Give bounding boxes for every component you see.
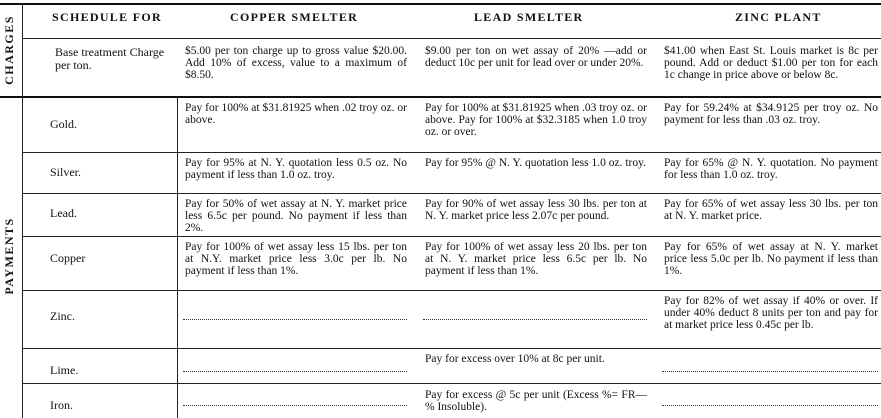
cell-silver-zinc: Pay for 65% @ N. Y. quotation. No payment for less than 1.0 oz. troy. (664, 157, 878, 181)
row-label-lead: Lead. (50, 206, 77, 220)
cell-lead-zinc: Pay for 65% of wet assay less 30 lbs. per ton at N. Y. market price. (664, 198, 878, 222)
cell-gold-lead: Pay for 100% at $31.81925 when .03 troy oz. or above. Pay for 100% at $32.3185 when 1.0 troy oz. or over. (425, 102, 647, 138)
cell-base-zinc: $41.00 when East St. Louis market is 8c per pound. Add or deduct $1.00 per ton for each 1c change in price above or below 8c. (664, 45, 878, 81)
cell-copper-lead: Pay for 100% of wet assay less 20 lbs. per ton at N. Y. market price less 6.5c per lb. No payment if less than 1%. (425, 241, 647, 277)
cell-lead-copper: Pay for 50% of wet assay at N. Y. market price less 6.5c per pound. No payment if less than 2%. (185, 198, 407, 234)
cell-copper-copper: Pay for 100% of wet assay less 15 lbs. per ton at N.Y. market price less 3.0c per lb. No payment if less than 1%. (185, 241, 407, 277)
row-label-iron: Iron. (50, 398, 73, 412)
cell-base-copper: $5.00 per ton charge up to gross value $20.00. Add 10% of excess, value to a maximum of $8.50. (185, 45, 407, 81)
cell-base-lead: $9.00 per ton on wet assay of 20% —add or deduct 10c per unit for lead over or under 20%. (425, 45, 647, 69)
blank-iron-copper (183, 405, 407, 406)
rule-gold-bottom (22, 152, 881, 153)
row-label-silver: Silver. (50, 165, 82, 179)
rule-copper-bottom (22, 290, 881, 291)
cell-gold-copper: Pay for 100% at $31.81925 when .02 troy oz. or above. (185, 102, 407, 126)
cell-lead-lead: Pay for 90% of wet assay less 30 lbs. per ton at N. Y. market price less 2.07c per pound. (425, 198, 647, 222)
cell-lime-lead: Pay for excess over 10% at 8c per unit. (425, 353, 605, 365)
rule-lead-bottom (22, 236, 881, 237)
rule-top (0, 3, 881, 5)
rule-col-label-divider (177, 96, 178, 418)
row-label-zinc: Zinc. (50, 309, 75, 323)
row-label-copper: Copper (50, 251, 86, 265)
blank-lime-zinc (662, 371, 878, 372)
row-label-gold: Gold. (50, 117, 77, 131)
cell-silver-lead: Pay for 95% @ N. Y. quotation less 1.0 oz. troy. (425, 157, 646, 169)
blank-zinc-lead (423, 319, 647, 320)
cell-zinc-zinc: Pay for 82% of wet assay if 40% or over. If under 40% deduct 8 units per ton and pay for at market price less 0.45c per lb. (664, 295, 878, 331)
rule-silver-bottom (22, 193, 881, 194)
header-schedule-for: SCHEDULE FOR (52, 10, 162, 24)
blank-iron-zinc (662, 405, 878, 406)
section-payments: PAYMENTS (2, 217, 16, 295)
section-charges: CHARGES (2, 15, 16, 85)
rule-zinc-bottom (22, 348, 881, 349)
row-label-lime: Lime. (50, 363, 79, 377)
cell-silver-copper: Pay for 95% at N. Y. quotation less 0.5 oz. No payment if less than 1.0 oz. troy. (185, 157, 407, 181)
cell-iron-lead: Pay for excess @ 5c per unit (Excess %= FR—% Insoluble). (425, 389, 647, 413)
header-lead-smelter: LEAD SMELTER (474, 10, 584, 24)
rule-charges-bottom (0, 96, 881, 98)
rule-header-bottom (22, 38, 881, 39)
blank-zinc-copper (183, 319, 407, 320)
cell-gold-zinc: Pay for 59.24% at $34.9125 per troy oz. No payment for less than .03 oz. troy. (664, 102, 878, 126)
row-label-base-treatment: Base treatment Charge per ton. (55, 45, 165, 72)
blank-lime-copper (183, 371, 407, 372)
cell-copper-zinc: Pay for 65% of wet assay at N. Y. market price less 5.0c per lb. No payment if less than 1%. (664, 241, 878, 277)
rule-section-divider (22, 4, 23, 418)
header-zinc-plant: ZINC PLANT (735, 10, 822, 24)
rule-lime-bottom (22, 383, 881, 384)
header-copper-smelter: COPPER SMELTER (230, 10, 359, 24)
